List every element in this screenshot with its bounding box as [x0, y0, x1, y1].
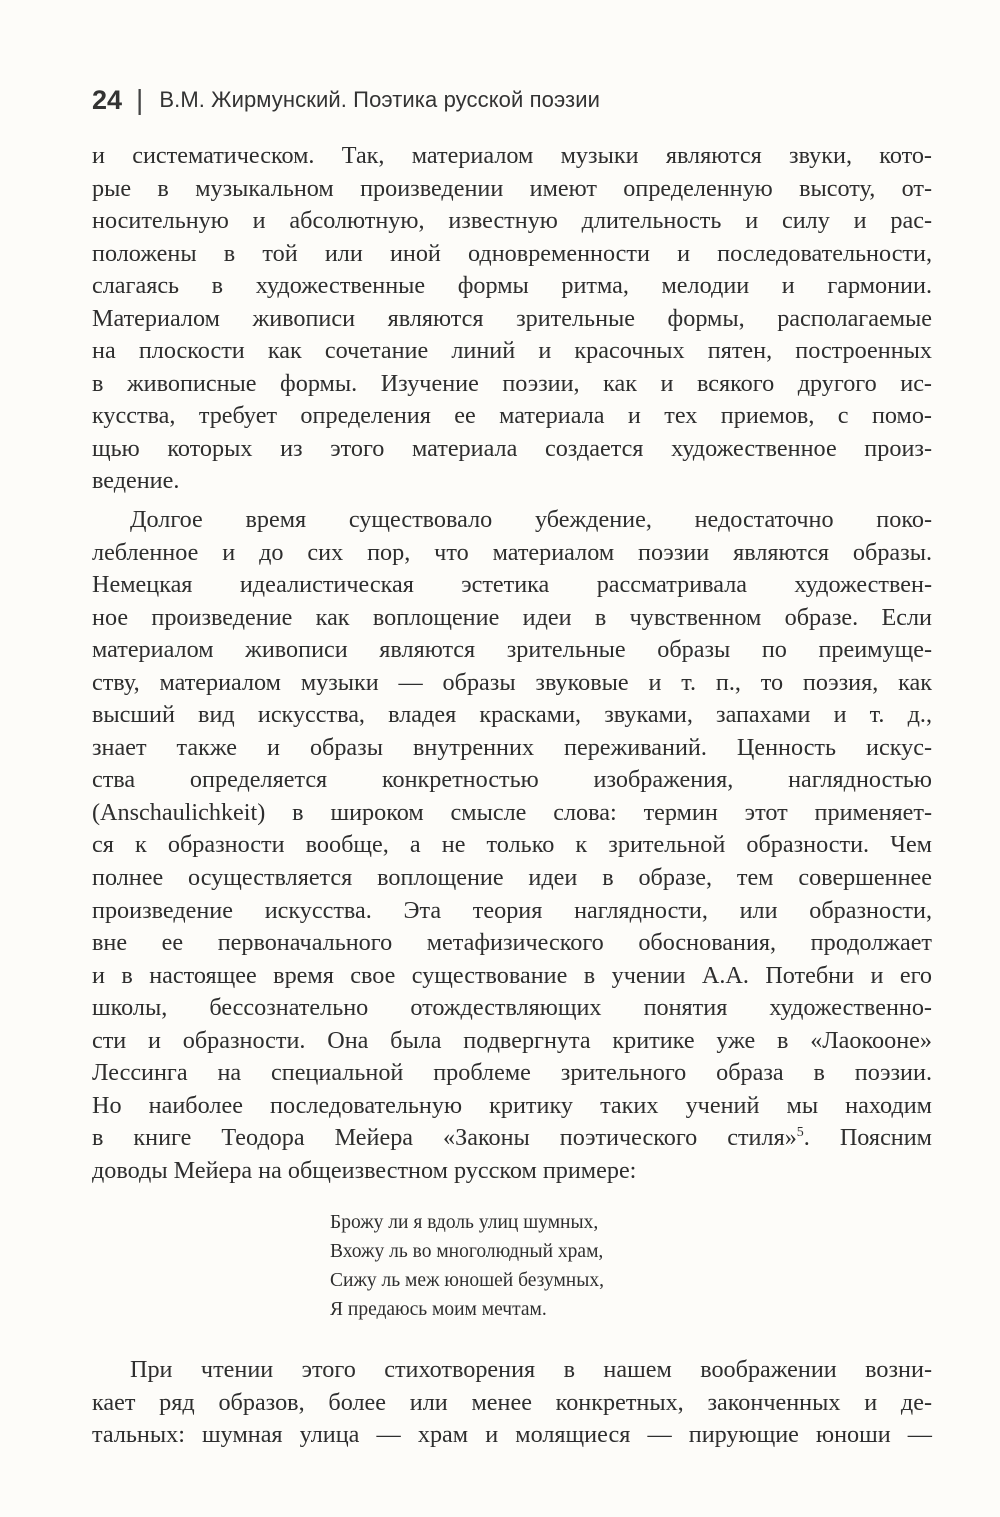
text-line: тальных: шумная улица — храм и молящиеся — пирующие юноши — [92, 1421, 932, 1449]
text-line: ся к образности вообще, а не только к зрительной образности. Чем [92, 831, 932, 859]
footnote-marker[interactable]: 5 [796, 1125, 804, 1141]
text-line: положены в той или иной одновременности и последовательности, [92, 239, 932, 267]
text-line: кает ряд образов, более или менее конкретных, законченных и де- [92, 1388, 932, 1416]
text-line-with-footnote [92, 1122, 932, 1155]
text-fragment: . Поясним [803, 1124, 932, 1152]
header-separator: | [136, 84, 144, 115]
text-line: слагаясь в художественные формы ритма, мелодии и гармонии. [92, 272, 932, 300]
text-line: кусства, требует определения ее материала и тех приемов, с помо- [92, 402, 932, 430]
text-line: и в настоящее время свое существование в учении А.А. Потебни и его [92, 961, 932, 989]
text-line: знает также и образы внутренних переживаний. Ценность искус- [92, 733, 932, 761]
text-line: щью которых из этого материала создается художественное произ- [92, 434, 932, 462]
text-line: школы, бессознательно отождествляющих понятия художественно- [92, 994, 932, 1022]
text-line: ное произведение как воплощение идеи в чувственном образе. Если [92, 603, 932, 631]
running-title: В.М. Жирмунский. Поэтика русской поэзии [159, 87, 601, 112]
text-line: вне ее первоначального метафизического обоснования, продолжает [92, 929, 932, 957]
text-line: сти и образности. Она была подвергнута критике уже в «Лаокооне» [92, 1026, 932, 1054]
text-line: на плоскости как сочетание линий и красочных пятен, построенных [92, 337, 932, 365]
paragraph-1 [92, 140, 932, 498]
poem-line: Брожу ли я вдоль улиц шумных, [330, 1212, 599, 1233]
paragraph-2 [92, 504, 932, 1187]
poem-quote [330, 1208, 830, 1324]
poem-line: Сижу ль меж юношей безумных, [330, 1270, 604, 1291]
text-line: ства определяется конкретностью изображения, наглядностью [92, 766, 932, 794]
paragraph-3 [92, 1354, 932, 1452]
text-line: При чтении этого стихотворения в нашем воображении возни- [130, 1356, 932, 1383]
page-number: 24 [92, 84, 123, 115]
text-line: носительную и абсолютную, известную длительность и силу и рас- [92, 207, 932, 235]
text-line: и систематическом. Так, материалом музыки являются звуки, кото- [92, 142, 932, 169]
text-fragment: в книге Теодора Мейера «Законы поэтического стиля» [92, 1124, 797, 1152]
text-line: произведение искусства. Эта теория наглядности, или образности, [92, 896, 932, 924]
text-line: ству, материалом музыки — образы звуковые и т. п., то поэзия, как [92, 668, 932, 696]
text-line: высший вид искусства, владея красками, звуками, запахами и т. д., [92, 701, 932, 729]
text-line: Но наиболее последовательную критику таких учений мы находим [92, 1091, 932, 1119]
running-header [92, 80, 932, 120]
text-line: лебленное и до сих пор, что материалом поэзии являются образы. [92, 538, 932, 566]
poem-line: Вхожу ль во многолюдный храм, [330, 1241, 604, 1262]
text-line: (Anschaulichkeit) в широком смысле слова: термин этот применяет- [92, 798, 932, 826]
main-text [92, 140, 932, 1188]
text-line: Немецкая идеалистическая эстетика рассматривала художествен- [92, 571, 932, 599]
text-line: Лессинга на специальной проблеме зрительного образа в поэзии. [92, 1059, 932, 1087]
text-line: рые в музыкальном произведении имеют определенную высоту, от- [92, 174, 932, 202]
text-line: Материалом живописи являются зрительные формы, располагаемые [92, 304, 932, 332]
text-line: Долгое время существовало убеждение, недостаточно поко- [130, 506, 932, 534]
text-line: ведение. [92, 467, 180, 495]
text-line: доводы Мейера на общеизвестном русском примере: [92, 1156, 637, 1184]
text-line: материалом живописи являются зрительные образы по преимуще- [92, 636, 932, 664]
text-line: в живописные формы. Изучение поэзии, как и всякого другого ис- [92, 369, 932, 397]
text-line: полнее осуществляется воплощение идеи в образе, тем совершеннее [92, 864, 932, 892]
poem-line: Я предаюсь моим мечтам. [330, 1299, 547, 1320]
